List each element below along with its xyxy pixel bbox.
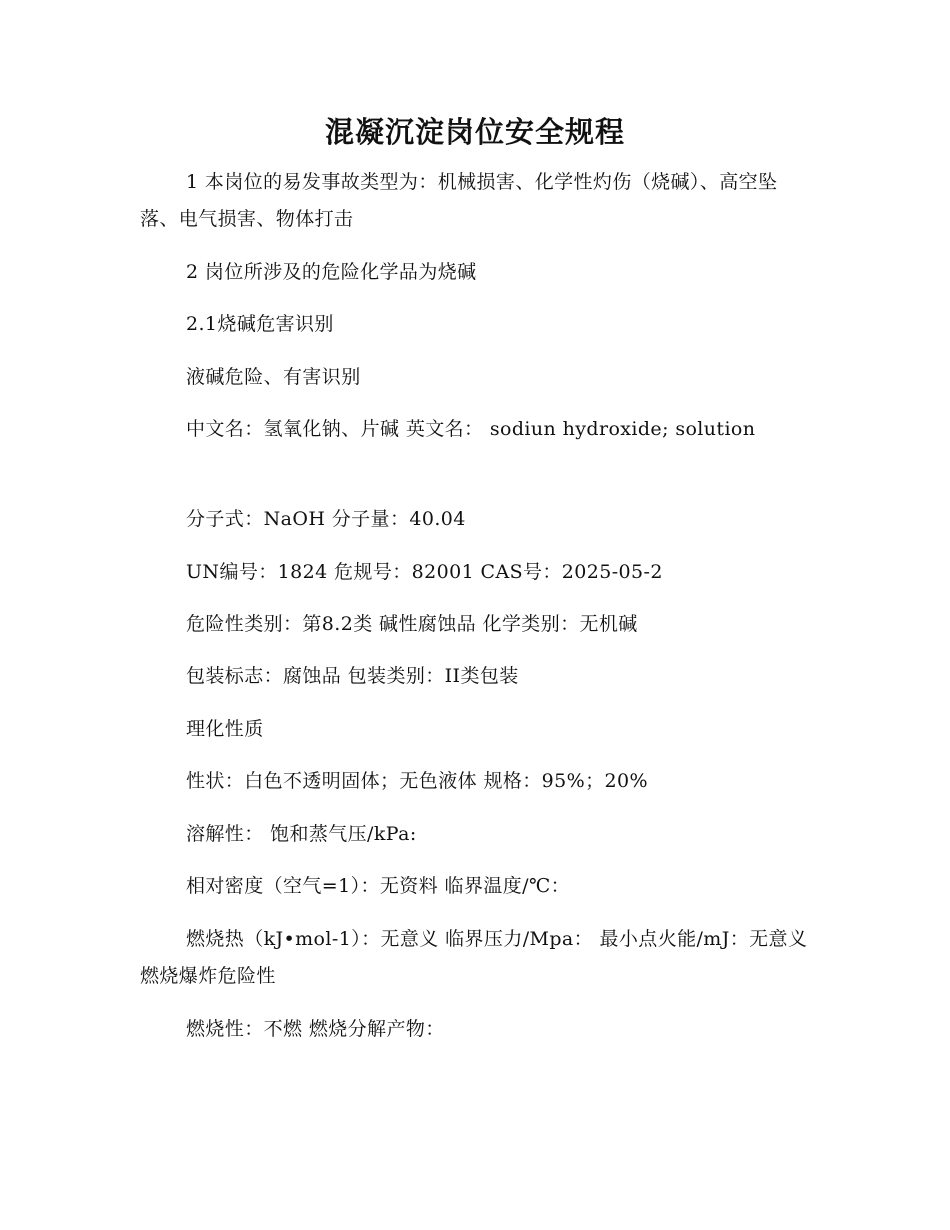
- paragraph-formula: 分子式：NaOH 分子量：40.04: [186, 508, 466, 530]
- paragraph-appearance: 性状：白色不透明固体；无色液体 规格：95%；20%: [186, 770, 648, 792]
- paragraph-hazard-identification: 2.1烧碱危害识别: [186, 313, 334, 335]
- document-title: 混凝沉淀岗位安全规程: [324, 115, 625, 149]
- paragraph-hazardous-chemical: 2 岗位所涉及的危险化学品为烧碱: [186, 261, 477, 283]
- paragraph-solubility: 溶解性： 饱和蒸气压/kPa:: [186, 823, 417, 845]
- paragraph-packaging: 包装标志：腐蚀品 包装类别：II类包装: [186, 665, 519, 687]
- paragraph-un-number: UN编号：1824 危规号：82001 CAS号：2025-05-2: [186, 561, 663, 583]
- paragraph-accident-types: 1 本岗位的易发事故类型为：机械损害、化学性灼伤（烧碱）、高空坠落、电气损害、物体打击: [140, 171, 778, 230]
- paragraph-flammability: 燃烧性：不燃 燃烧分解产物：: [186, 1018, 445, 1040]
- paragraph-combustion-heat: 燃烧热（kJ•mol-1）：无意义 临界压力/Mpa： 最小点火能/mJ：无意义 燃烧爆炸危险性: [140, 928, 808, 987]
- paragraph-density: 相对密度（空气=1）：无资料 临界温度/℃：: [186, 875, 571, 897]
- paragraph-hazard-class: 危险性类别：第8.2类 碱性腐蚀品 化学类别：无机碱: [186, 613, 638, 635]
- paragraph-names: 中文名：氢氧化钠、片碱 英文名： sodiun hydroxide; solution: [186, 418, 756, 440]
- paragraph-physicochemical: 理化性质: [186, 718, 264, 740]
- paragraph-liquid-alkali: 液碱危险、有害识别: [186, 366, 361, 388]
